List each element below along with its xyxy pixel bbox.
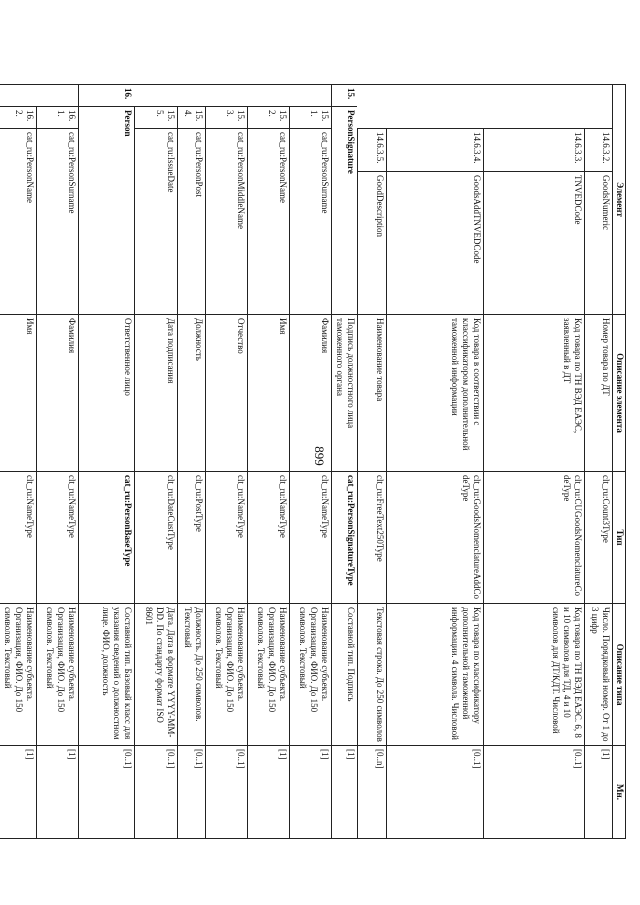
multiplicity: [0..1] — [79, 746, 135, 839]
row-number: 15.5. — [135, 107, 178, 129]
row-number: 16. — [79, 85, 135, 107]
row-number: 16.1. — [37, 107, 79, 129]
element-description: Подпись должностного лица таможенного органа — [332, 315, 358, 472]
element-name: GoodsNumeric — [585, 172, 613, 315]
table-row — [290, 85, 332, 839]
row-number: 14.6.3.4. — [387, 129, 484, 172]
element-description: Код товара по ТН ВЭД ЕАЭС, заявленный в ДТ — [484, 315, 585, 472]
type-name: clt_ru:CUGoodsNomenclatureCodeType — [484, 472, 585, 604]
type-name: clt_ru:NameType — [0, 472, 37, 604]
multiplicity: [0..1] — [135, 746, 178, 839]
multiplicity: [0..1] — [206, 746, 248, 839]
indent-cell — [178, 85, 206, 107]
row-number: 15.3. — [206, 107, 248, 129]
table-row — [248, 85, 290, 839]
table-row — [387, 85, 484, 839]
row-number: 15. — [332, 85, 358, 107]
element-description: Фамилия — [290, 315, 332, 472]
indent-cell — [484, 85, 585, 129]
indent-cell — [135, 85, 178, 107]
element-name: cat_ru:PersonName — [248, 129, 290, 315]
type-description: Наименование субъекта. Организация, ФИО. До 150 символов. Текстовый — [37, 604, 79, 746]
type-name: clt_ru:NameType — [206, 472, 248, 604]
multiplicity: [1] — [585, 746, 613, 839]
type-name: clt_ru:GoodsNomenclatureAddCodeType — [387, 472, 484, 604]
type-name: clt_ru:NameType — [290, 472, 332, 604]
table-row — [332, 85, 358, 839]
specification-table — [0, 84, 626, 839]
type-name: clt_ru:DateCustType — [135, 472, 178, 604]
header-type: Тип — [613, 472, 626, 604]
element-description: Фамилия — [37, 315, 79, 472]
type-description: Наименование субъекта. Организация, ФИО. До 150 символов. Текстовый — [290, 604, 332, 746]
element-description: Имя — [0, 315, 37, 472]
multiplicity: [0..1] — [178, 746, 206, 839]
multiplicity: [1] — [290, 746, 332, 839]
element-description: Наименование товара — [358, 315, 387, 472]
table-row — [178, 85, 206, 839]
multiplicity: [1] — [248, 746, 290, 839]
table-row — [79, 85, 135, 839]
element-description: Номер товара по ДТ — [585, 315, 613, 472]
page-number: 899 — [312, 446, 327, 466]
element-name: cat_ru:PersonName — [0, 129, 37, 315]
row-number: 16.2. — [0, 107, 37, 129]
multiplicity: [0..1] — [484, 746, 585, 839]
type-description: Код товара по ТН ВЭД ЕАЭС. 6, 8 и 10 символов для ТД, 4 и 10 символов для ДТ/КДТ. Числовой — [484, 604, 585, 746]
element-description: Отчество — [206, 315, 248, 472]
row-number: 15.4. — [178, 107, 206, 129]
indent-cell — [206, 85, 248, 107]
type-name: clt_ru:FreeText250Type — [358, 472, 387, 604]
indent-cell — [290, 85, 332, 107]
element-description: Имя — [248, 315, 290, 472]
type-name: clt_ru:NameType — [37, 472, 79, 604]
element-description: Ответственное лицо — [79, 315, 135, 472]
element-name: cat_ru:PersonSurname — [37, 129, 79, 315]
element-name: TNVEDCode — [484, 172, 585, 315]
element-name: GoodsAddTNVEDCode — [387, 172, 484, 315]
indent-cell — [0, 85, 37, 107]
type-description: Должность. До 250 символов. Текстовый — [178, 604, 206, 746]
table-row — [0, 85, 37, 839]
element-name: cat_ru:PersonMiddleName — [206, 129, 248, 315]
indent-cell — [248, 85, 290, 107]
multiplicity: [1] — [332, 746, 358, 839]
header-element-description: Описание элемента — [613, 315, 626, 472]
element-name: Person — [79, 107, 135, 315]
element-description: Код товара в соответствии с классификатором дополнительной таможенной информации — [387, 315, 484, 472]
element-description: Должность — [178, 315, 206, 472]
multiplicity: [1] — [0, 746, 37, 839]
element-name: cat_ru:IssueDate — [135, 129, 178, 315]
type-description: Дата. Дата в формате YYYY-MM-DD. По стандарту формат ISO 8601 — [135, 604, 178, 746]
header-multiplicity: Мн. — [613, 746, 626, 839]
table-header-row — [613, 85, 626, 839]
row-number: 15.2. — [248, 107, 290, 129]
type-description: Наименование субъекта. Организация, ФИО. До 150 символов. Текстовый — [248, 604, 290, 746]
table-row — [358, 85, 387, 839]
type-name: clt_ru:PostType — [178, 472, 206, 604]
header-type-description: Описание типа — [613, 604, 626, 746]
type-name: cat_ru:PersonSignatureType — [332, 472, 358, 604]
row-number: 15.1. — [290, 107, 332, 129]
element-name: PersonSignature — [332, 107, 358, 315]
table-row — [135, 85, 178, 839]
type-name: cat_ru:PersonBaseType — [79, 472, 135, 604]
table-row — [37, 85, 79, 839]
row-number: 14.6.3.2. — [585, 129, 613, 172]
element-name: cat_ru:PersonPost — [178, 129, 206, 315]
type-description: Число. Порядковый номер. От 1 до 3 цифр — [585, 604, 613, 746]
indent-cell — [387, 85, 484, 129]
rotated-table-container — [3, 84, 626, 838]
table-row — [484, 85, 585, 839]
type-description: Наименование субъекта. Организация, ФИО. До 150 символов. Текстовый — [206, 604, 248, 746]
type-description: Составной тип. Базовый класс для указания сведений о должностном лице. ФИО, должность — [79, 604, 135, 746]
type-description: Составной тип. Подпись — [332, 604, 358, 746]
type-description: Текстовая строка. До 250 символов — [358, 604, 387, 746]
document-table-area — [3, 84, 626, 838]
row-number: 14.6.3.3. — [484, 129, 585, 172]
indent-cell — [585, 85, 613, 129]
element-name: cat_ru:PersonSurname — [290, 129, 332, 315]
type-name: clt_ru:Count3Type — [585, 472, 613, 604]
type-description: Код товара по классификатору дополнительной таможенной информации. 4 символа. Числовой — [387, 604, 484, 746]
element-name: GoodDescription — [358, 172, 387, 315]
indent-cell — [358, 85, 387, 129]
header-element: Элемент — [613, 85, 626, 315]
type-description: Наименование субъекта. Организация, ФИО. До 150 символов. Текстовый — [0, 604, 37, 746]
indent-cell — [37, 85, 79, 107]
element-description: Дата подписания — [135, 315, 178, 472]
multiplicity: [0..1] — [387, 746, 484, 839]
multiplicity: [0..n] — [358, 746, 387, 839]
multiplicity: [1] — [37, 746, 79, 839]
table-row — [585, 85, 613, 839]
row-number: 14.6.3.5. — [358, 129, 387, 172]
type-name: clt_ru:NameType — [248, 472, 290, 604]
table-row — [206, 85, 248, 839]
